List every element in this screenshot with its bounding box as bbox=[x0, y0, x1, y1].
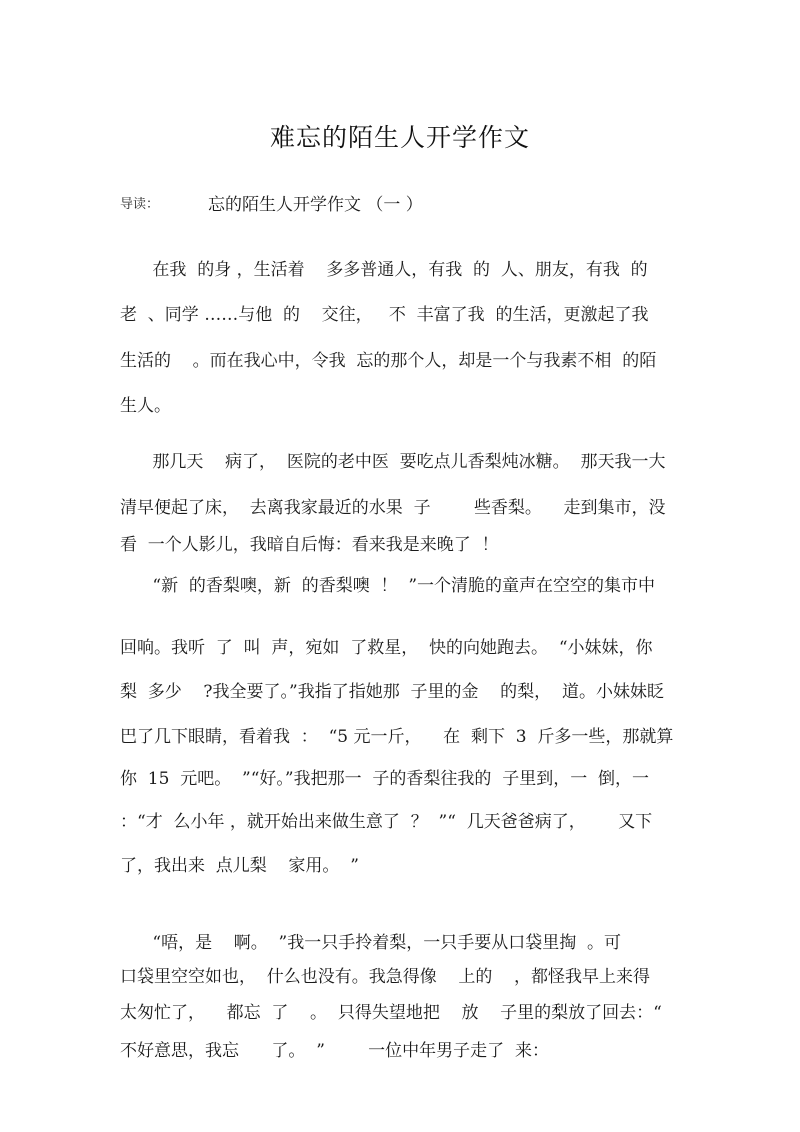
lead-label: 导读： bbox=[120, 197, 160, 212]
body-line: 你 15 元吧。 ”“好。”我把那一 子的香梨往我的 子里到，一 倒，一 bbox=[120, 769, 650, 789]
body-line: 那几天 病了， 医院的老中医 要吃点儿香梨炖冰糖。 那天我一大 bbox=[120, 452, 666, 472]
body-line: 看 一个人影儿，我暗自后悔：看来我是来晚了 ！ bbox=[120, 535, 499, 555]
body-line: 了，我出来 点儿梨 家用。 ” bbox=[120, 856, 359, 876]
body-line: 生活的 。而在我心中，令我 忘的那个人，却是一个与我素不相 的陌 bbox=[120, 351, 657, 371]
body-line: 回响。我听 了 叫 声，宛如 了救星， 快的向她跑去。 “小妹妹，你 bbox=[120, 638, 653, 658]
body-line: “新 的香梨噢，新 的香梨噢 ！ ”一个清脆的童声在空空的集市中 bbox=[120, 576, 656, 596]
document-title: 难忘的陌生人开学作文 bbox=[269, 123, 530, 152]
body-line: 老 、同学 ……与他 的 交往， 不 丰富了我 的生活，更激起了我 bbox=[120, 305, 649, 325]
body-line: ：“才 么小年 ，就开始出来做生意了 ？ ”“ 几天爸爸病了， 又下 bbox=[120, 812, 653, 832]
lead-text: 忘的陌生人开学作文 （一 ） bbox=[208, 195, 423, 215]
body-line: 巴了几下眼睛，看着我 ： “5 元一斤， 在 剩下 3 斤多一些，那就算 bbox=[120, 727, 674, 747]
body-line: 口袋里空空如也， 什么也没有。我急得像 上的 ，都怪我早上来得 bbox=[120, 967, 651, 987]
body-line: 太匆忙了， 都忘 了 。 只得失望地把 放 子里的梨放了回去：“ bbox=[120, 1003, 662, 1023]
body-line: 不好意思，我忘 了。 ” 一位中年男子走了 来： bbox=[120, 1041, 549, 1061]
body-line: 清早便起了床， 去离我家最近的水果 子 些香梨。 走到集市，没 bbox=[120, 498, 666, 518]
body-line: 在我 的身 ，生活着 多多普通人，有我 的 人、朋友，有我 的 bbox=[120, 260, 648, 280]
body-line: 生人。 bbox=[120, 396, 171, 416]
body-line: “唔，是 啊。 ”我一只手拎着梨，一只手要从口袋里掏 。可 bbox=[120, 933, 622, 953]
body-line: 梨 多少 ?我全要了。”我指了指她那 子里的金 的梨， 道。小妹妹眨 bbox=[120, 682, 664, 702]
